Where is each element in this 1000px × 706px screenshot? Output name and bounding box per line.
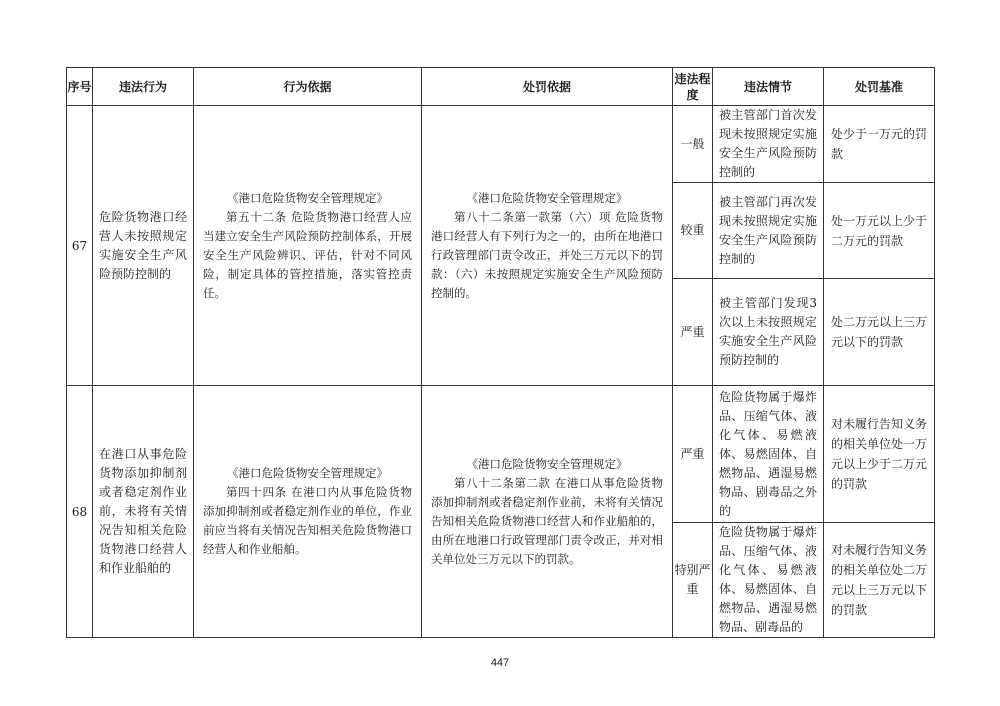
circumstance-cell: 被主管部门首次发现未按照规定实施安全生产风险预防控制的 (713, 106, 824, 183)
behavior-basis-body: 第五十二条 危险货物港口经营人应当建立安全生产风险预防控制体系，开展安全生产风险辨识、评估，针对不同风险，制定具体的管控措施，落实管控责任。 (203, 209, 412, 300)
header-seq: 序号 (67, 68, 93, 106)
row-number: 67 (67, 106, 93, 386)
standard-cell: 对未履行告知义务的相关单位处二万元以上三万元以下的罚款 (824, 523, 935, 638)
header-standard: 处罚基准 (824, 68, 935, 106)
degree-cell: 特别严重 (673, 523, 713, 638)
violation-cell: 危险货物港口经营人未按照规定实施安全生产风险预防控制的 (93, 106, 194, 386)
standard-cell: 对未履行告知义务的相关单位处一万元以上少于二万元的罚款 (824, 386, 935, 523)
penalty-table (66, 67, 935, 638)
circumstance-cell: 被主管部门发现3次以上未按照规定实施安全生产风险预防控制的 (713, 279, 824, 386)
degree-cell: 较重 (673, 183, 713, 279)
row-number: 68 (67, 386, 93, 638)
degree-cell: 一般 (673, 106, 713, 183)
penalty-basis-body: 第八十二条第一款第（六）项 危险货物港口经营人有下列行为之一的，由所在地港口行政管理部门责令改正，并处三万元以下的罚款：（六）未按照规定实施安全生产风险预防控制的。 (431, 209, 663, 300)
header-behavior-basis: 行为依据 (194, 68, 422, 106)
behavior-basis-body: 第四十四条 在港口内从事危险货物添加抑制剂或者稳定剂作业的单位，作业前应当将有关情况告知相关危险货物港口经营人和作业船舶。 (203, 485, 412, 556)
header-row (67, 68, 935, 106)
penalty-basis-title: 《港口危险货物安全管理规定》 (466, 456, 628, 471)
header-violation: 违法行为 (93, 68, 194, 106)
circumstance-cell: 危险货物属于爆炸品、压缩气体、液化气体、易燃液体、易燃固体、自燃物品、遇湿易燃物品、剧毒品之外的 (713, 386, 824, 523)
table-row (67, 386, 935, 523)
behavior-basis-cell (194, 106, 422, 386)
standard-cell: 处一万元以上少于二万元的罚款 (824, 183, 935, 279)
penalty-basis-title: 《港口危险货物安全管理规定》 (466, 190, 628, 205)
page-number: 447 (490, 657, 510, 669)
behavior-basis-title: 《港口危险货物安全管理规定》 (227, 190, 388, 205)
violation-cell: 在港口从事危险货物添加抑制剂或者稳定剂作业前，未将有关情况告知相关危险货物港口经营人和作业船舶的 (93, 386, 194, 638)
degree-cell: 严重 (673, 279, 713, 386)
behavior-basis-title: 《港口危险货物安全管理规定》 (227, 466, 388, 480)
table-row (67, 106, 935, 183)
behavior-basis-cell (194, 386, 422, 638)
circumstance-cell: 危险货物属于爆炸品、压缩气体、液化气体、易燃液体、易燃固体、自燃物品、遇湿易燃物品、剧毒品的 (713, 523, 824, 638)
penalty-basis-body: 第八十二条第二款 在港口从事危险货物添加抑制剂或者稳定剂作业前，未将有关情况告知相关危险货物港口经营人和作业船舶的，由所在地港口行政管理部门责令改正，并对相关单位处三万元以下的罚款。 (431, 475, 663, 566)
standard-cell: 处二万元以上三万元以下的罚款 (824, 279, 935, 386)
degree-cell: 严重 (673, 386, 713, 523)
header-degree: 违法程度 (673, 68, 713, 106)
standard-cell: 处少于一万元的罚款 (824, 106, 935, 183)
header-circumstance: 违法情节 (713, 68, 824, 106)
header-penalty-basis: 处罚依据 (422, 68, 673, 106)
circumstance-cell: 被主管部门再次发现未按照规定实施安全生产风险预防控制的 (713, 183, 824, 279)
penalty-basis-cell (422, 106, 673, 386)
penalty-basis-cell (422, 386, 673, 638)
